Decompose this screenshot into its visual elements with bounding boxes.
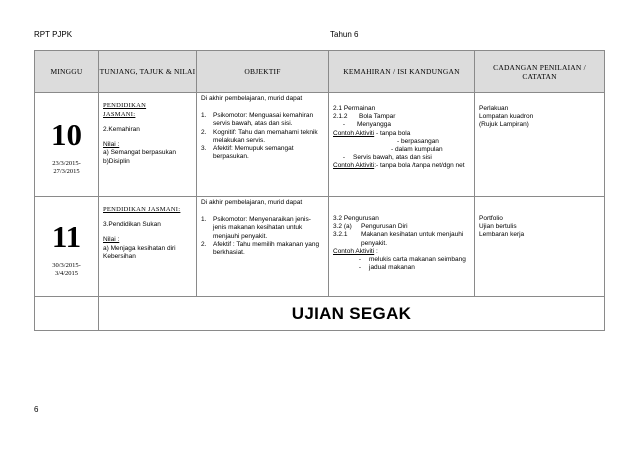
- col-tunjang: TUNJANG, TAJUK & NILAI: [99, 51, 197, 93]
- nilai-label: Nilai :: [103, 141, 120, 149]
- kemahiran-line: 3.2 (a) Pengurusan Diri: [333, 223, 408, 231]
- aktiviti-line: Contoh Aktiviti:- tanpa bola /tanpa net/dgn net: [333, 162, 465, 170]
- nilai-item: Kebersihan: [103, 252, 136, 260]
- kemahiran-line: - Servis bawah, atas dan sisi: [342, 154, 432, 162]
- objektif-item: 3. Afektif: Memupuk semangat berpasukan.: [201, 145, 294, 161]
- table-header-row: [35, 51, 605, 93]
- week-cell: [35, 197, 99, 297]
- cadangan-cell: [475, 93, 605, 197]
- nilai-label: Nilai :: [103, 236, 120, 244]
- table-row: [35, 93, 605, 197]
- kemahiran-line: 2.1.2 Bola Tampar: [333, 113, 396, 121]
- tunjang-cell: [99, 93, 197, 197]
- objektif-cell: [197, 93, 329, 197]
- objektif-cell: [197, 197, 329, 297]
- header-left: RPT PJPK: [34, 30, 73, 39]
- kemahiran-line: - Menyangga: [342, 121, 391, 129]
- rpt-table: [34, 50, 605, 331]
- kemahiran-line: 3.2.1 Makanan kesihatan untuk menjauhi penyakit.: [333, 231, 464, 247]
- cadangan-cell: [475, 197, 605, 297]
- cadangan-item: Perlakuan: [479, 105, 509, 112]
- aktiviti-line: Contoh Aktiviti - tanpa bola: [333, 129, 411, 137]
- cadangan-item: Ujian bertulis: [479, 223, 517, 231]
- aktiviti-sub: - dalam kumpulan: [391, 146, 443, 154]
- objektif-item: 2. Kognitif: Tahu dan memahami teknik melakukan servis.: [201, 128, 318, 144]
- kemahiran-cell: [329, 93, 475, 197]
- nilai-item: a) Menjaga kesihatan diri: [103, 244, 176, 252]
- kemahiran-cell: [329, 197, 475, 297]
- tunjang-title: PENDIDIKAN JASMANI:: [103, 102, 147, 118]
- aktiviti-line: Contoh Aktiviti :: [333, 247, 378, 255]
- col-cadangan: CADANGAN PENILAIAN / CATATAN: [475, 51, 605, 93]
- page-number: 6: [34, 405, 39, 414]
- aktiviti-bullet: - melukis carta makanan seimbang: [358, 256, 466, 264]
- table-row: [35, 197, 605, 297]
- objektif-item: 2. Afektif : Tahu memilih makanan yang berkhasiat.: [201, 240, 320, 257]
- col-kemahiran: KEMAHIRAN / ISI KANDUNGAN: [329, 51, 475, 93]
- col-minggu: MINGGU: [35, 51, 99, 93]
- objektif-intro: Di akhir pembelajaran, murid dapat: [201, 95, 303, 102]
- tunjang-cell: [99, 197, 197, 297]
- tunjang-topic: 3.Pendidikan Sukan: [103, 221, 161, 229]
- cadangan-item: (Rujuk Lampiran): [479, 121, 529, 129]
- ujian-segak-row: [35, 297, 605, 331]
- objektif-item: 1. Psikomotor: Menyenaraikan jenis-jenis makanan kesihatan untuk menjauhi penyakit.: [201, 216, 311, 240]
- week-dates: 23/3/2015- 27/3/2015: [52, 159, 81, 175]
- kemahiran-line: 3.2 Pengurusan: [333, 215, 379, 222]
- tunjang-topic: 2.Kemahiran: [103, 126, 140, 133]
- cadangan-item: Portfolio: [479, 215, 503, 222]
- tunjang-title: PENDIDIKAN JASMANI:: [103, 206, 181, 213]
- ujian-segak-label: UJIAN SEGAK: [99, 297, 605, 331]
- header-right: Tahun 6: [330, 30, 359, 39]
- kemahiran-line: 2.1 Permainan: [333, 105, 376, 112]
- objektif-intro: Di akhir pembelajaran, murid dapat: [201, 199, 303, 206]
- empty-week-cell: [35, 297, 99, 331]
- nilai-item: a) Semangat berpasukan: [103, 149, 176, 157]
- week-cell: [35, 93, 99, 197]
- col-objektif: OBJEKTIF: [197, 51, 329, 93]
- week-number: 10: [51, 116, 82, 152]
- week-dates: 30/3/2015- 3/4/2015: [52, 261, 81, 277]
- week-number: 11: [51, 218, 82, 254]
- cadangan-item: Lompatan kuadron: [479, 113, 534, 121]
- aktiviti-sub: - berpasangan: [397, 137, 439, 145]
- cadangan-item: Lembaran kerja: [479, 231, 525, 239]
- objektif-item: 1. Psikomotor: Menguasai kemahiran servis bawah, atas dan sisi.: [201, 112, 314, 128]
- nilai-item: b)Disiplin: [103, 157, 130, 165]
- aktiviti-bullet: - jadual makanan: [358, 264, 415, 272]
